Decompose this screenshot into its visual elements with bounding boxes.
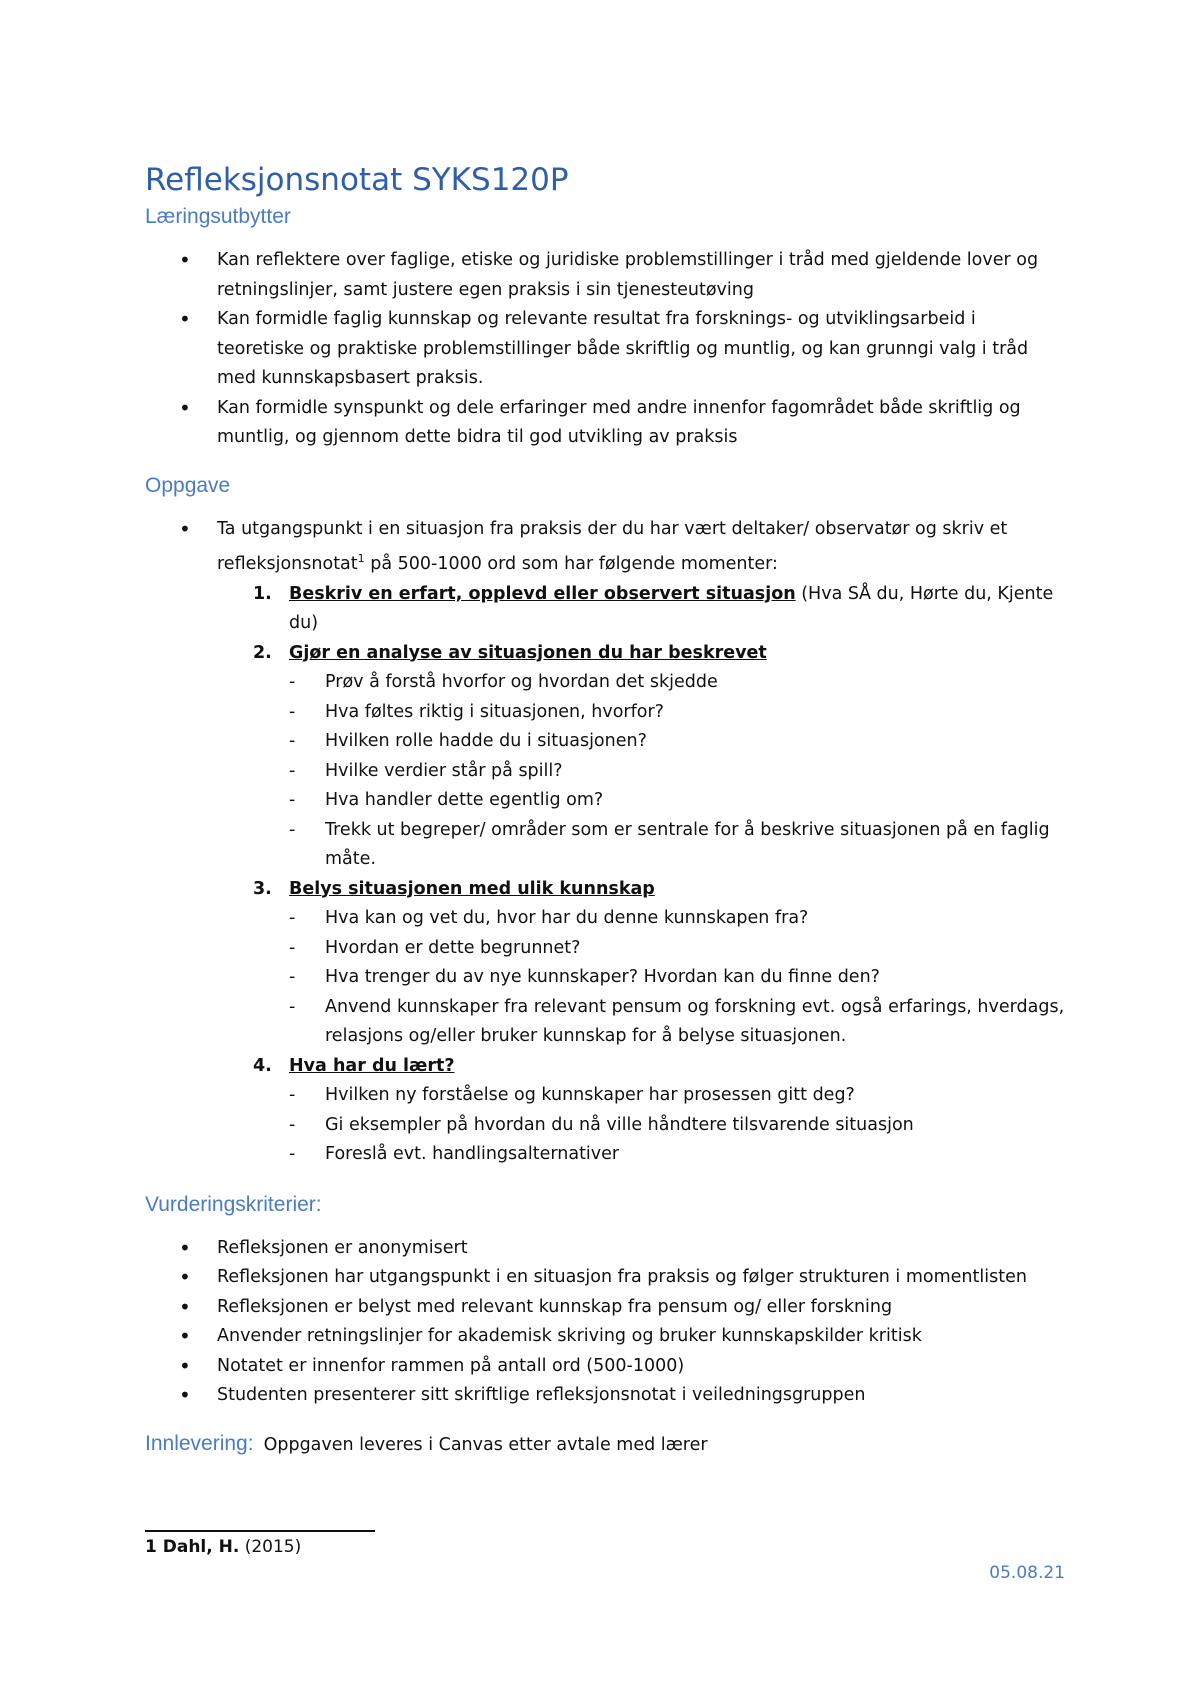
list-item: - Hvilken rolle hadde du i situasjonen? (325, 727, 1065, 757)
list-item: - Anvend kunnskaper fra relevant pensum og forskning evt. også erfarings, hverdags, relasjons og/eller bruker kunnskap for å belyse situasjonen. (325, 993, 1065, 1052)
step-item (253, 875, 1065, 1052)
document-title: Refleksjonsnotat SYKS120P (145, 162, 569, 198)
list-item: - Hva trenger du av nye kunnskaper? Hvordan kan du finne den? (325, 963, 1065, 993)
innlevering-text: Oppgaven leveres i Canvas etter avtale med lærer (263, 1434, 708, 1455)
list-item: • Refleksjonen er anonymisert (217, 1234, 1065, 1264)
list-item: - Hvilke verdier står på spill? (325, 757, 1065, 787)
step-title: Gjør en analyse av situasjonen du har beskrevet (289, 642, 767, 663)
list-item: • Notatet er innenfor rammen på antall ord (500-1000) (217, 1352, 1065, 1382)
list-item: - Gi eksempler på hvordan du nå ville håndtere tilsvarende situasjon (325, 1111, 1065, 1141)
list-item: - Trekk ut begreper/ områder som er sentrale for å beskrive situasjonen på en faglig måte. (325, 816, 1065, 875)
list-item: - Hva føltes riktig i situasjonen, hvorfor? (325, 698, 1065, 728)
step-item (253, 1052, 1065, 1170)
list-item: • Studenten presenterer sitt skriftlige refleksjonsnotat i veiledningsgruppen (217, 1381, 1065, 1411)
step-number: 4. (253, 1055, 272, 1076)
document-date: 05.08.21 (989, 1563, 1065, 1583)
steps-list (217, 580, 1065, 1170)
list-item: - Hvordan er dette begrunnet? (325, 934, 1065, 964)
step-number: 3. (253, 878, 272, 899)
heading-oppgave: Oppgave (145, 473, 231, 497)
innlevering-label: Innlevering: (145, 1431, 254, 1455)
oppgave-intro-text-end: på 500-1000 ord som har følgende momenter: (364, 554, 778, 574)
step-item (253, 580, 1065, 639)
list-item: • Refleksjonen har utgangspunkt i en situasjon fra praksis og følger strukturen i momentlisten (217, 1263, 1065, 1293)
list-item: - Hvilken ny forståelse og kunnskaper har prosessen gitt deg? (325, 1081, 1065, 1111)
step-bullets (289, 1081, 1065, 1170)
list-item: - Hva handler dette egentlig om? (325, 786, 1065, 816)
list-item: - Foreslå evt. handlingsalternativer (325, 1140, 1065, 1170)
footnote-year: (2015) (239, 1537, 302, 1557)
footnote-separator (145, 1530, 375, 1532)
oppgave-intro-text: Ta utgangspunkt i en situasjon fra praksis der du har vært deltaker/ observatør og skriv et refleksjonsnotat (217, 518, 1008, 574)
oppgave-list (145, 515, 1065, 1170)
step-title: Belys situasjonen med ulik kunnskap (289, 878, 655, 899)
vurdering-list (145, 1234, 1065, 1411)
list-item: • Kan reflektere over faglige, etiske og juridiske problemstillinger i tråd med gjeldende lover og retningslinjer, samt justere egen praksis i sin tjenesteutøving (217, 246, 1065, 305)
step-bullets (289, 904, 1065, 1052)
list-item: - Hva kan og vet du, hvor har du denne kunnskapen fra? (325, 904, 1065, 934)
list-item: - Prøv å forstå hvorfor og hvordan det skjedde (325, 668, 1065, 698)
innlevering-line (145, 1431, 1065, 1461)
laeringsutbytter-list (145, 246, 1065, 453)
footnote-marker: 1 (357, 552, 365, 565)
document-body (145, 160, 1065, 1460)
step-item (253, 639, 1065, 875)
list-item: • Anvender retningslinjer for akademisk skriving og bruker kunnskapskilder kritisk (217, 1322, 1065, 1352)
step-title: Hva har du lært? (289, 1055, 455, 1076)
footnote-reference: 1 Dahl, H. (145, 1537, 240, 1557)
step-suffix: (Hva SÅ du, Hørte du, Kjente du) (289, 583, 1054, 633)
footnote (145, 1537, 301, 1557)
step-bullets (289, 668, 1065, 875)
oppgave-intro (217, 515, 1065, 1170)
heading-laeringsutbytter: Læringsutbytter (145, 205, 291, 228)
list-item: • Kan formidle faglig kunnskap og relevante resultat fra forsknings- og utviklingsarbeid i teoretiske og praktiske problemstillinger både skriftlig og muntlig, og kan grunngi valg i tråd med kunnskapsbasert praksis. (217, 305, 1065, 394)
heading-vurderingskriterier: Vurderingskriterier: (145, 1192, 322, 1216)
step-number: 2. (253, 642, 272, 663)
step-number: 1. (253, 583, 272, 604)
list-item: • Kan formidle synspunkt og dele erfaringer med andre innenfor fagområdet både skriftlig og muntlig, og gjennom dette bidra til god utvikling av praksis (217, 394, 1065, 453)
step-title: Beskriv en erfart, opplevd eller observert situasjon (289, 583, 796, 604)
list-item: • Refleksjonen er belyst med relevant kunnskap fra pensum og/ eller forskning (217, 1293, 1065, 1323)
